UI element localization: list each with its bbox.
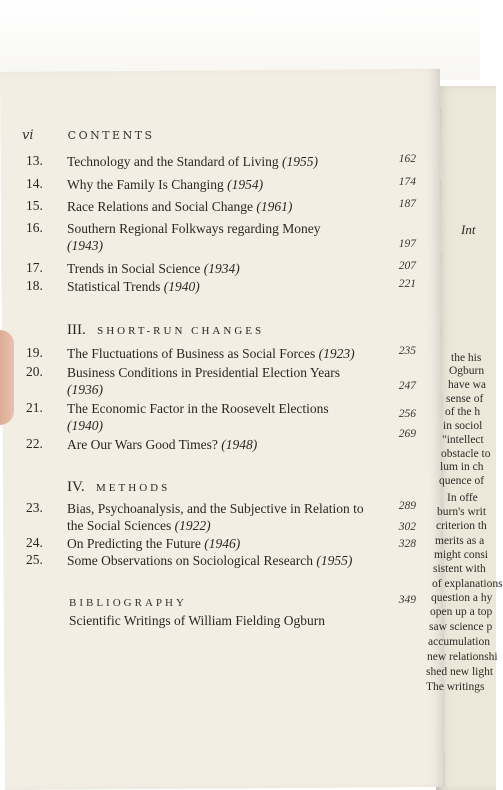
running-title: CONTENTS <box>67 129 155 142</box>
entry-number: 20. <box>26 364 43 379</box>
right-line: criterion th <box>436 520 487 532</box>
bibliography-heading: BIBLIOGRAPHY <box>69 597 187 609</box>
entry-title: Are Our Wars Good Times? (1948) <box>67 437 258 452</box>
right-line: of explanations <box>432 578 503 590</box>
entry-page: 328 <box>398 538 416 550</box>
right-line: obstacle to <box>441 448 491 460</box>
right-line: sistent with <box>433 563 486 575</box>
entry-page: 235 <box>398 345 416 357</box>
entry-page: 162 <box>398 153 416 165</box>
entry-page: 256 <box>398 408 416 420</box>
right-line: The writings <box>426 681 485 693</box>
right-line: In offe <box>447 492 478 504</box>
right-line: lum in ch <box>440 461 484 473</box>
right-line: in sociol <box>443 420 483 432</box>
entry-title: Bias, Psychoanalysis, and the Subjective in Relation to the Social Sciences (1922) <box>67 501 364 533</box>
right-line: burn's writ <box>437 506 487 518</box>
right-line: sense of <box>446 393 484 405</box>
right-line: "intellect <box>442 434 484 446</box>
right-line: of the h <box>445 406 481 418</box>
right-line: question a hy <box>431 592 493 604</box>
entry-page: 174 <box>398 176 416 188</box>
entry-title: The Economic Factor in the Roosevelt Elections (1940) <box>67 401 329 433</box>
entry-title: Statistical Trends (1940) <box>67 279 200 294</box>
right-line: merits as a <box>435 535 485 547</box>
entry-number: 22. <box>26 436 43 451</box>
entry-title: On Predicting the Future (1946) <box>67 536 241 551</box>
entry-title: Trends in Social Science (1934) <box>67 261 240 276</box>
entry-title: Southern Regional Folkways regarding Money (1943) <box>67 221 321 253</box>
right-line: new relationshi <box>427 651 498 663</box>
page-numeral: vi <box>22 128 34 143</box>
entry-number: 13. <box>26 153 43 168</box>
section-heading <box>67 479 170 496</box>
entry-page: 349 <box>398 594 416 606</box>
entry-number: 15. <box>26 198 43 213</box>
entry-number: 21. <box>26 400 43 415</box>
section-title: METHODS <box>96 482 171 494</box>
right-line: accumulation <box>428 636 490 648</box>
right-line: might consi <box>434 549 488 561</box>
entry-title: Scientific Writings of William Fielding Ogburn <box>69 613 326 628</box>
entry-page: 207 <box>398 260 416 272</box>
entry-title: Business Conditions in Presidential Election Years (1936) <box>67 365 340 397</box>
entry-title: Race Relations and Social Change (1961) <box>67 199 293 214</box>
entry-page: 289 <box>398 500 416 512</box>
background <box>0 0 480 80</box>
entry-number: 25. <box>26 552 43 567</box>
entry-page: 187 <box>398 198 416 210</box>
entry-title: Why the Family Is Changing (1954) <box>67 177 264 192</box>
section-numeral: III. <box>67 322 86 338</box>
entry-number: 19. <box>26 345 43 360</box>
right-line: shed new light <box>426 666 494 678</box>
entry-title: Some Observations on Sociological Research (1955) <box>67 553 353 568</box>
section-heading <box>67 322 264 339</box>
right-page-heading: Int <box>461 222 476 237</box>
section-title: SHORT-RUN CHANGES <box>97 325 265 337</box>
right-line: the his <box>451 352 482 364</box>
right-line: saw science p <box>429 621 493 633</box>
entry-number: 24. <box>26 535 43 550</box>
entry-title: The Fluctuations of Business as Social Forces (1923) <box>67 346 355 361</box>
right-line: quence of <box>439 475 485 487</box>
running-head <box>22 128 155 143</box>
entry-number: 16. <box>26 220 43 235</box>
entry-number: 17. <box>26 260 43 275</box>
entry-number: 23. <box>26 500 43 515</box>
finger <box>0 330 14 425</box>
entry-page: 269 <box>398 428 416 440</box>
entry-title: Technology and the Standard of Living (1955) <box>67 154 319 169</box>
entry-page: 197 <box>398 238 416 250</box>
entry-page: 221 <box>398 278 416 290</box>
entry-number: 18. <box>26 278 43 293</box>
right-line: have wa <box>448 379 486 391</box>
entry-page: 302 <box>398 521 416 533</box>
right-line: Ogburn <box>449 365 485 377</box>
entry-page: 247 <box>398 380 416 392</box>
right-line: open up a top <box>430 606 493 618</box>
entry-number: 14. <box>26 176 43 191</box>
section-numeral: IV. <box>67 479 85 495</box>
